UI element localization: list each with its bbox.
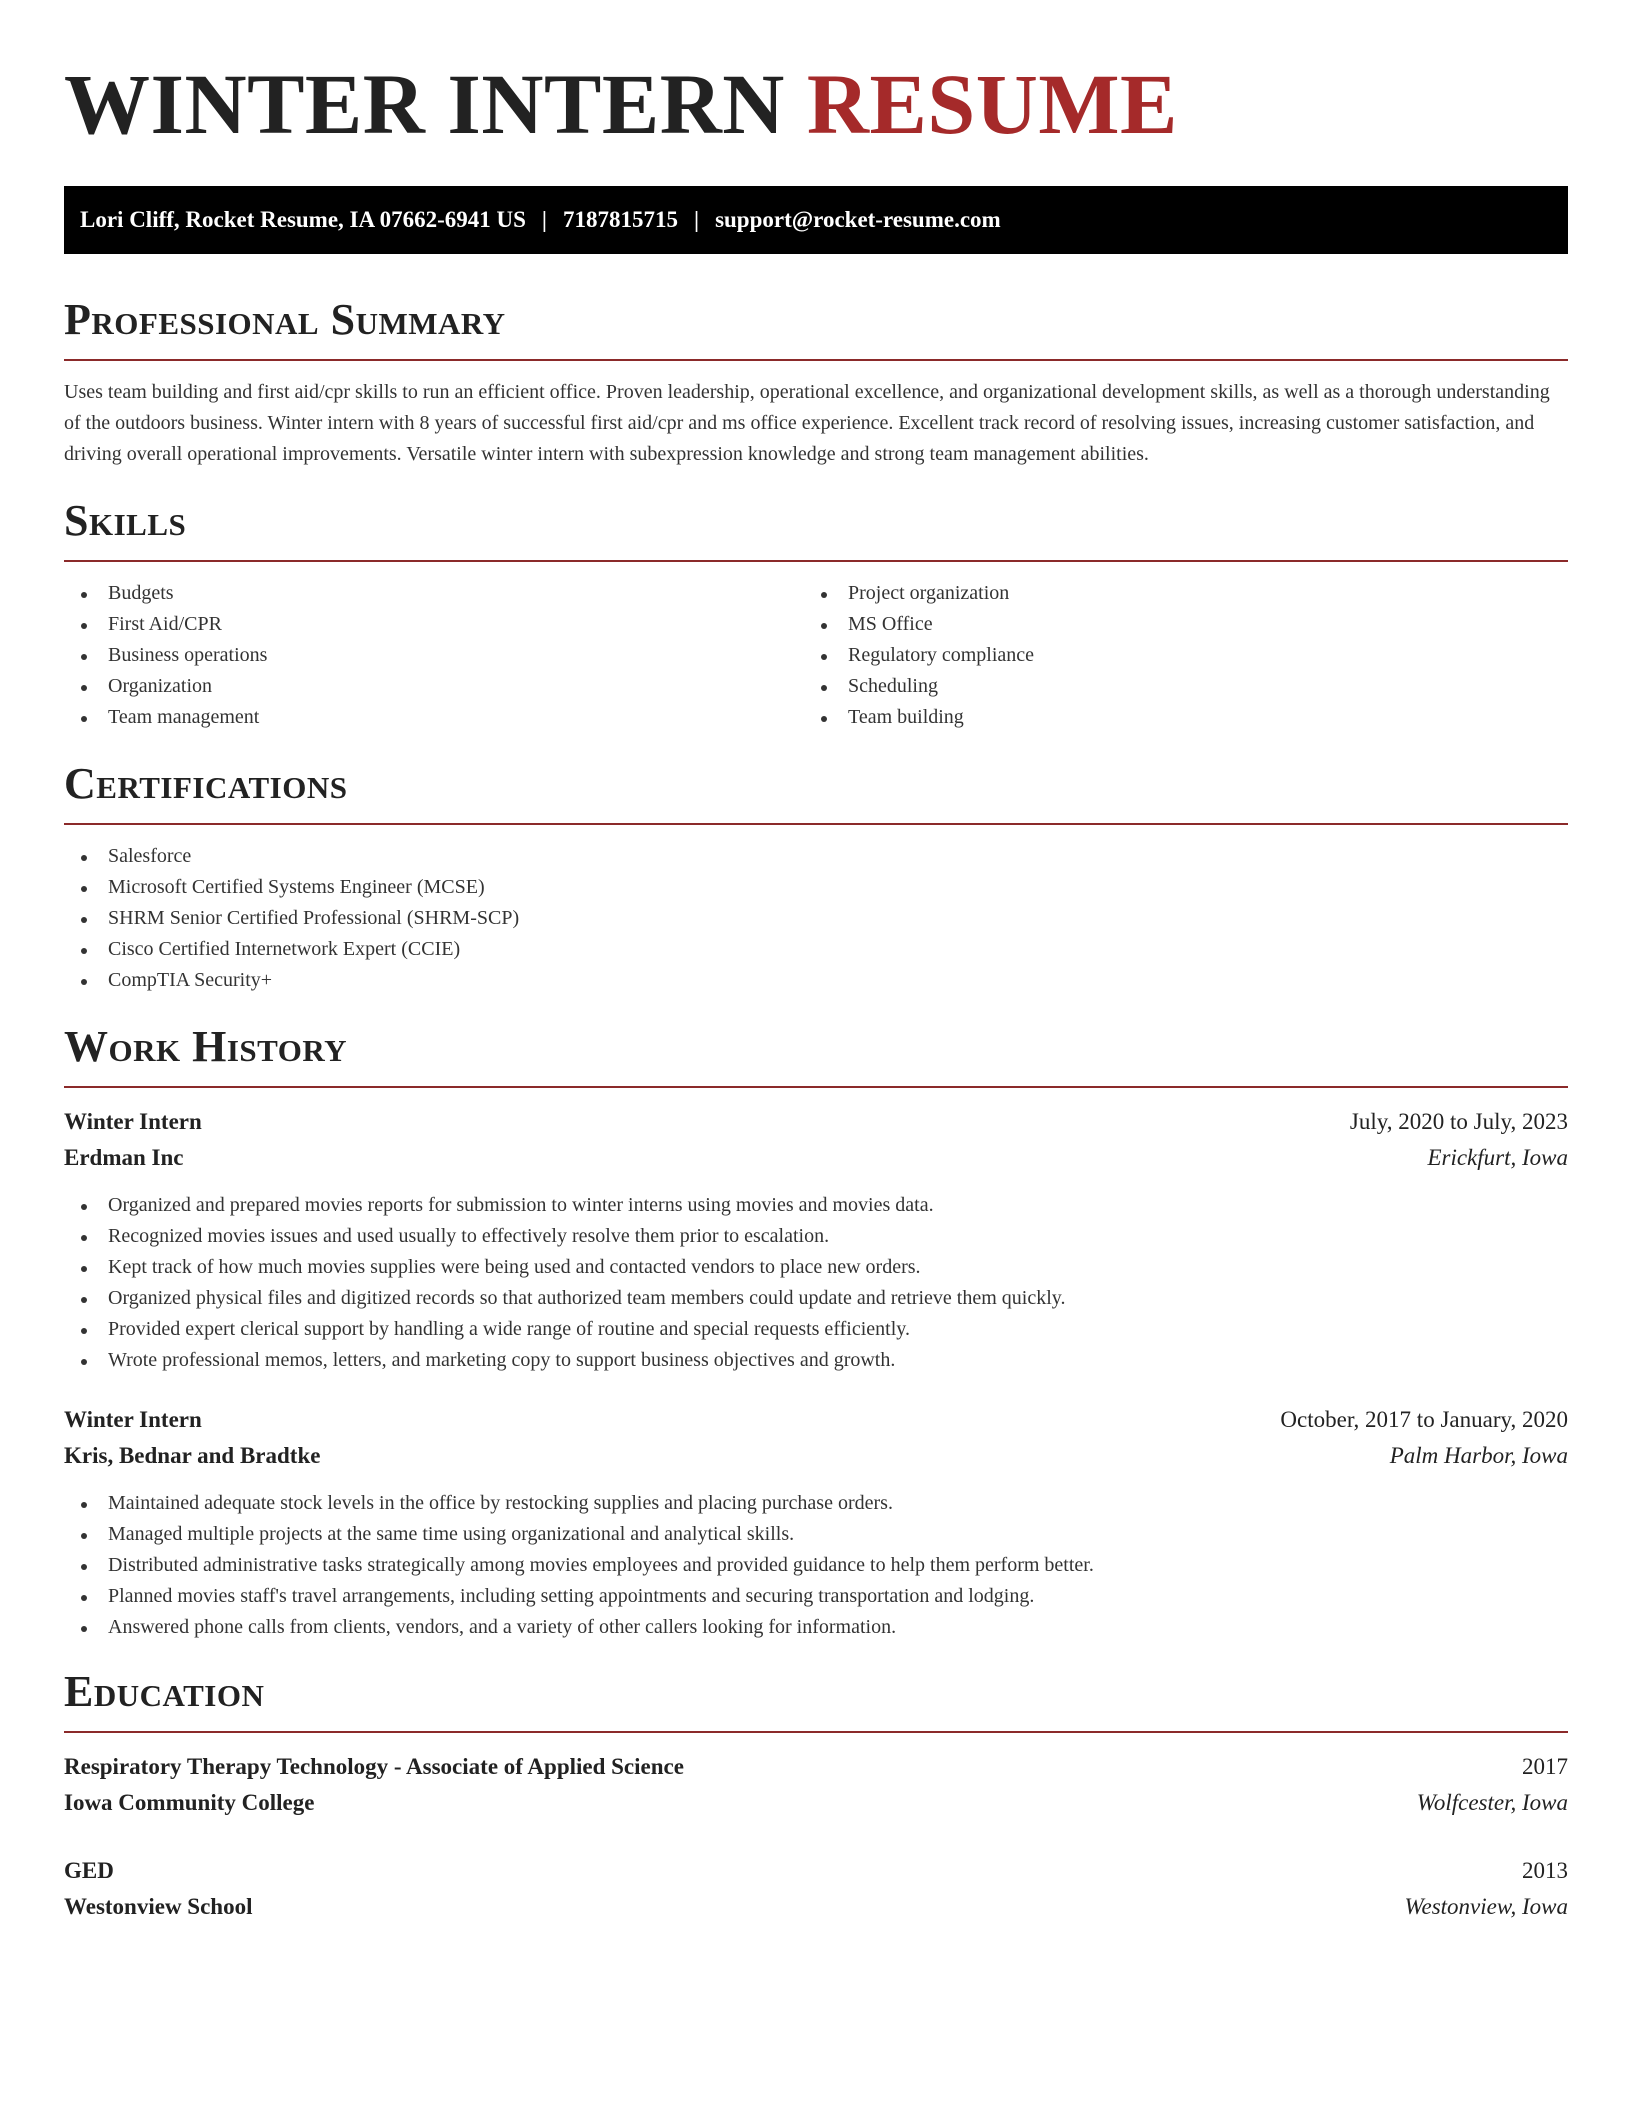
- certifications-list: [64, 841, 1568, 996]
- certification-item: CompTIA Security+: [64, 965, 1568, 996]
- skills-section: [64, 496, 1568, 733]
- education-year: 2017: [1522, 1754, 1568, 1779]
- section-divider: [64, 823, 1568, 825]
- resume-title: [64, 56, 1568, 152]
- skill-item: Business operations: [64, 640, 804, 671]
- section-heading-education: Education: [64, 1667, 265, 1716]
- job-title-row: [64, 1104, 1568, 1140]
- education-school-row: [64, 1889, 1568, 1925]
- education-degree: Respiratory Therapy Technology - Associate of Applied Science: [64, 1754, 684, 1779]
- contact-address: Lori Cliff, Rocket Resume, IA 07662-6941 US: [80, 207, 526, 232]
- job-title: Winter Intern: [64, 1109, 202, 1134]
- job-title-row: [64, 1402, 1568, 1438]
- job-company: Erdman Inc: [64, 1145, 184, 1170]
- job-duty: Wrote professional memos, letters, and marketing copy to support business objectives and growth.: [64, 1345, 1568, 1376]
- summary-section: [64, 295, 1568, 470]
- education-school-row: [64, 1785, 1568, 1821]
- skill-item: Organization: [64, 671, 804, 702]
- job-duty: Kept track of how much movies supplies were being used and contacted vendors to place new orders.: [64, 1252, 1568, 1283]
- job-duty: Provided expert clerical support by handling a wide range of routine and special requests efficiently.: [64, 1314, 1568, 1345]
- skills-list-left: [64, 578, 804, 733]
- job-duty: Organized and prepared movies reports for submission to winter interns using movies and movies data.: [64, 1190, 1568, 1221]
- job-duty: Organized physical files and digitized records so that authorized team members could update and retrieve them quickly.: [64, 1283, 1568, 1314]
- education-year: 2013: [1522, 1858, 1568, 1883]
- certification-item: Cisco Certified Internetwork Expert (CCIE): [64, 934, 1568, 965]
- job-duty: Recognized movies issues and used usually to effectively resolve them prior to escalation.: [64, 1221, 1568, 1252]
- education-entry: [64, 1853, 1568, 1925]
- section-divider: [64, 359, 1568, 361]
- contact-separator: |: [693, 207, 700, 232]
- skill-item: MS Office: [804, 609, 1544, 640]
- work-history-section: [64, 1022, 1568, 1643]
- job-duty: Maintained adequate stock levels in the office by restocking supplies and placing purchase orders.: [64, 1488, 1568, 1519]
- job-duty: Distributed administrative tasks strategically among movies employees and provided guidance to help them perform better.: [64, 1550, 1568, 1581]
- education-degree: GED: [64, 1858, 114, 1883]
- skill-item: First Aid/CPR: [64, 609, 804, 640]
- education-entry: [64, 1749, 1568, 1821]
- education-school: Westonview School: [64, 1894, 253, 1919]
- contact-phone: 7187815715: [562, 207, 678, 232]
- skills-grid: [64, 578, 1568, 733]
- contact-email: support@rocket-resume.com: [715, 207, 1001, 232]
- job-dates: July, 2020 to July, 2023: [1349, 1109, 1568, 1134]
- section-heading-work-history: Work History: [64, 1022, 348, 1071]
- work-entry: [64, 1402, 1568, 1643]
- job-company: Kris, Bednar and Bradtke: [64, 1443, 321, 1468]
- contact-bar: [64, 186, 1568, 254]
- contact-separator: |: [541, 207, 547, 232]
- education-degree-row: [64, 1853, 1568, 1889]
- job-dates: October, 2017 to January, 2020: [1280, 1407, 1568, 1432]
- job-duty: Planned movies staff's travel arrangements, including setting appointments and securing transportation and lodging.: [64, 1581, 1568, 1612]
- job-duty: Managed multiple projects at the same time using organizational and analytical skills.: [64, 1519, 1568, 1550]
- job-duty: Answered phone calls from clients, vendors, and a variety of other callers looking for information.: [64, 1612, 1568, 1643]
- section-heading-certifications: Certifications: [64, 759, 348, 808]
- section-divider: [64, 1086, 1568, 1088]
- skill-item: Regulatory compliance: [804, 640, 1544, 671]
- job-location: Erickfurt, Iowa: [1427, 1145, 1568, 1170]
- education-location: Wolfcester, Iowa: [1416, 1790, 1568, 1815]
- skill-item: Team building: [804, 702, 1544, 733]
- education-section: [64, 1667, 1568, 1925]
- job-location: Palm Harbor, Iowa: [1389, 1443, 1568, 1468]
- section-heading-summary: Professional Summary: [64, 295, 506, 344]
- section-heading-skills: Skills: [64, 496, 187, 545]
- job-duties-list: [64, 1190, 1568, 1376]
- certifications-section: [64, 759, 1568, 996]
- summary-text: Uses team building and first aid/cpr skills to run an efficient office. Proven leadership, operational excellence, and organizational development skills, as well as a thorough understanding of the outdoors business. Winter intern with 8 years of successful first aid/cpr and ms office experience. Excellent track record of resolving issues, increasing customer satisfaction, and driving overall operational improvements. Versatile winter intern with subexpression knowledge and strong team management abilities.: [64, 381, 1550, 465]
- section-divider: [64, 1731, 1568, 1733]
- skills-list-right: [804, 578, 1544, 733]
- education-school: Iowa Community College: [64, 1790, 315, 1815]
- job-company-row: [64, 1140, 1568, 1176]
- title-accent: RESUME: [806, 56, 1178, 152]
- job-company-row: [64, 1438, 1568, 1474]
- education-location: Westonview, Iowa: [1404, 1894, 1568, 1919]
- education-degree-row: [64, 1749, 1568, 1785]
- title-main: WINTER INTERN: [64, 56, 785, 152]
- certification-item: SHRM Senior Certified Professional (SHRM-SCP): [64, 903, 1568, 934]
- skill-item: Project organization: [804, 578, 1544, 609]
- section-divider: [64, 560, 1568, 562]
- skill-item: Team management: [64, 702, 804, 733]
- job-title: Winter Intern: [64, 1407, 202, 1432]
- skill-item: Scheduling: [804, 671, 1544, 702]
- certification-item: Salesforce: [64, 841, 1568, 872]
- work-entry: [64, 1104, 1568, 1376]
- skill-item: Budgets: [64, 578, 804, 609]
- certification-item: Microsoft Certified Systems Engineer (MCSE): [64, 872, 1568, 903]
- job-duties-list: [64, 1488, 1568, 1643]
